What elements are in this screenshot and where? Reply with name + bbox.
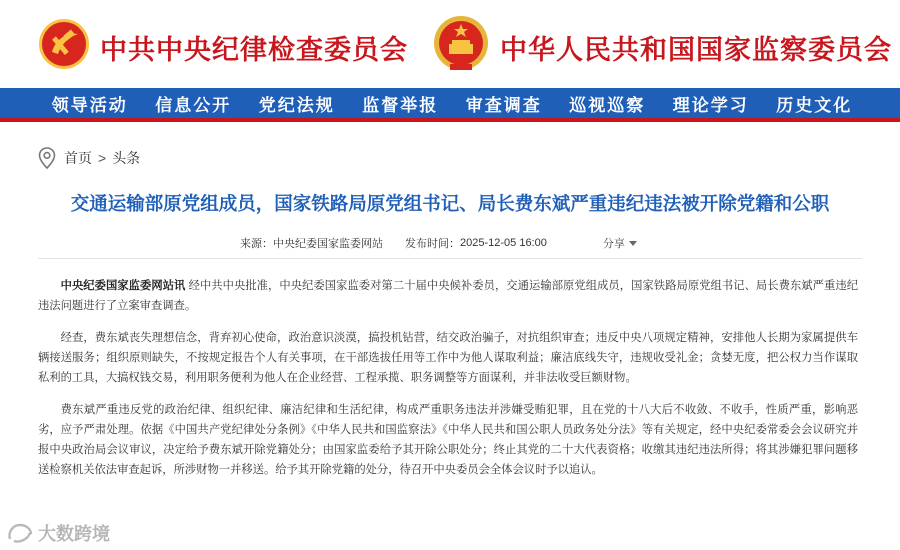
article-meta <box>240 235 637 251</box>
source-label: 来源： <box>240 238 273 250</box>
article-paragraph <box>38 328 858 388</box>
nsc-title[interactable]: 中华人民共和国国家监察委员会 <box>500 35 892 66</box>
nav-item-history[interactable]: 历史文化 <box>776 95 853 116</box>
party-emblem-icon <box>38 18 90 70</box>
paragraph-lead: 中央纪委国家监委网站讯 <box>60 280 186 292</box>
article-paragraph <box>38 400 858 480</box>
paragraph-text: 经中共中央批准，中央纪委国家监委对第二十届中央候补委员，交通运输部原党组成员，国家铁路局原党组书记、局长费东斌严重违纪违法问题进行了立案审查调查。 <box>38 280 858 312</box>
breadcrumb-current[interactable]: 头条 <box>112 150 141 166</box>
main-nav <box>0 88 900 122</box>
breadcrumb <box>38 147 140 169</box>
national-emblem-icon <box>432 14 490 74</box>
caret-down-icon <box>629 241 637 246</box>
article-paragraph <box>38 276 858 316</box>
paragraph-text: 费东斌严重违反党的政治纪律、组织纪律、廉洁纪律和生活纪律，构成严重职务违法并涉嫌受贿犯罪，且在党的十八大后不收敛、不收手，性质严重，影响恶劣，应予严肃处理。依据《中国共产党纪律处分条例》《中华人民共和国监察法》《中华人民共和国公职人员政务处分法》等有关规定，经中央纪委常委会会议研究并报中央政治局会议审议，决定给予费东斌开除党籍处分；由国家监委给予其开除公职处分；终止其党的二十大代表资格；收缴其违纪违法所得；将其涉嫌犯罪问题移送检察机关依法审查起诉，所涉财物一并移送。给予其开除党籍的处分，待召开中央委员会全体会议时予以追认。 <box>38 404 858 476</box>
source-value: 中央纪委国家监委网站 <box>273 238 383 250</box>
nav-item-inspection[interactable]: 巡视巡察 <box>569 95 646 116</box>
paragraph-text: 经查，费东斌丧失理想信念，背弃初心使命，政治意识淡漠，搞投机钻营，结交政治骗子，对抗组织审查；违反中央八项规定精神，安排他人长期为家属提供车辆接送服务；组织原则缺失，不按规定报告个人有关事项，在干部选拔任用等工作中为他人谋取利益；廉洁底线失守，违规收受礼金；贪婪无度，把公权力当作谋取私利的工具，大搞权钱交易，利用职务便利为他人在企业经营、工程承揽、职务调整等方面谋利，并非法收受巨额财物。 <box>38 332 858 384</box>
watermark-logo-icon <box>6 521 34 545</box>
nav-item-disclosure[interactable]: 信息公开 <box>155 95 232 116</box>
breadcrumb-separator: > <box>98 150 107 166</box>
article-title: 交通运输部原党组成员，国家铁路局原党组书记、局长费东斌严重违纪违法被开除党籍和公职 <box>70 193 830 214</box>
watermark <box>6 520 110 546</box>
nav-item-leadership[interactable]: 领导活动 <box>51 95 128 116</box>
share-button[interactable] <box>603 235 637 251</box>
share-label: 分享 <box>602 238 625 250</box>
site-header <box>0 0 900 88</box>
nav-item-investigation[interactable]: 审查调查 <box>465 95 542 116</box>
location-pin-icon <box>38 147 56 169</box>
article-body <box>38 276 858 492</box>
watermark-text: 大数跨境 <box>38 524 110 544</box>
ccdi-title[interactable]: 中共中央纪律检查委员会 <box>100 35 408 66</box>
time-value: 2025-12-05 16:00 <box>460 237 547 249</box>
nav-item-theory[interactable]: 理论学习 <box>672 95 749 116</box>
nav-item-report[interactable]: 监督举报 <box>362 95 439 116</box>
breadcrumb-home-link[interactable]: 首页 <box>64 150 92 166</box>
nav-item-regulations[interactable]: 党纪法规 <box>258 95 335 116</box>
time-label: 发布时间： <box>405 238 460 250</box>
divider <box>38 258 862 259</box>
